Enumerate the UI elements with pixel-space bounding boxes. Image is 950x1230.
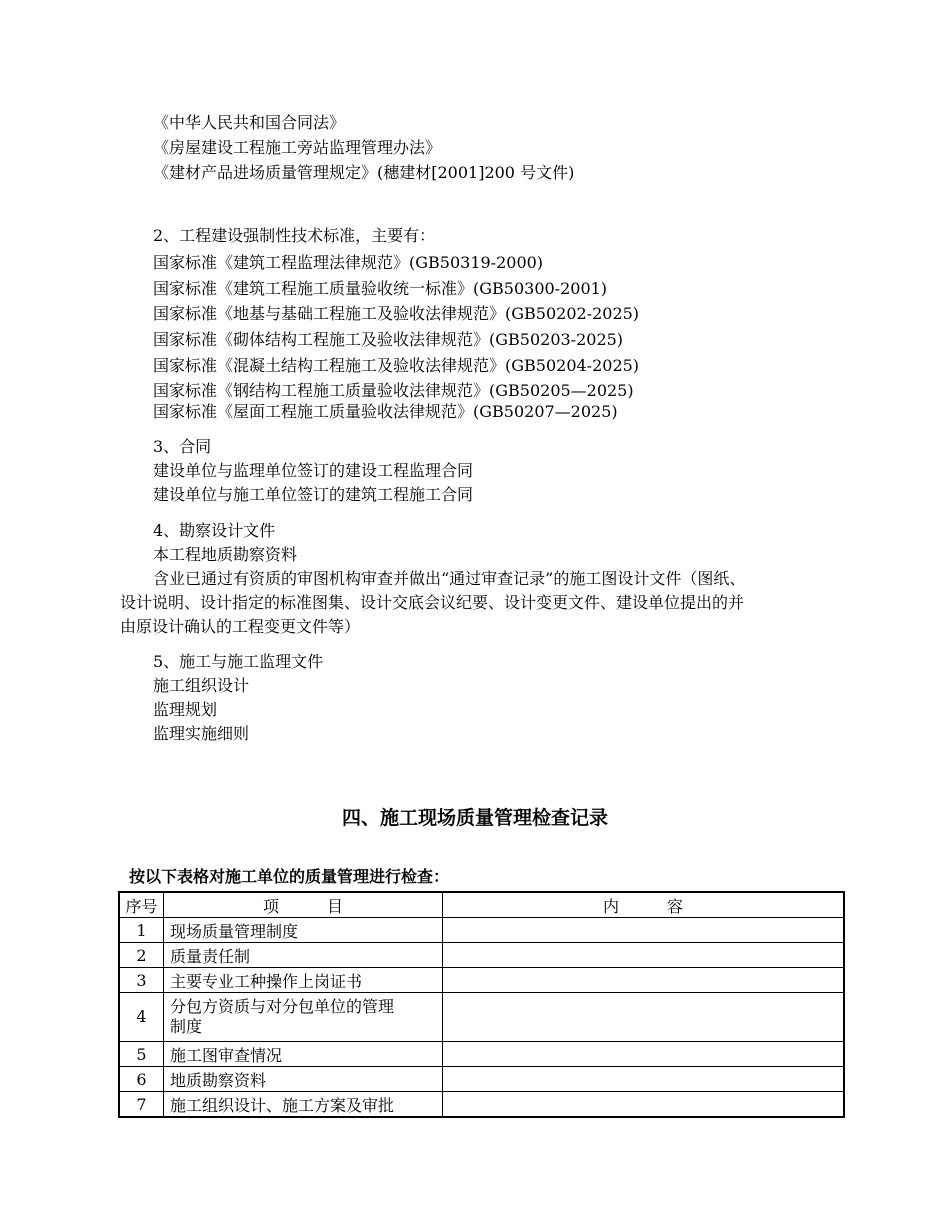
- row-no: 1: [119, 918, 164, 943]
- law-material-regulation: 《建材产品进场质量管理规定》(穗建材[2001]200 号文件): [153, 163, 575, 182]
- standard-item: 国家标准《建筑工程监理法律规范》(GB50319-2000): [153, 253, 544, 272]
- row-item: 主要专业工种操作上岗证书: [164, 968, 443, 993]
- row-item: 现场质量管理制度: [164, 918, 443, 943]
- contract-item: 建设单位与监理单位签订的建设工程监理合同: [153, 461, 474, 480]
- row-content: [443, 1092, 845, 1118]
- law-contract: 《中华人民共和国合同法》: [153, 113, 346, 132]
- design-docs-line2: 设计说明、设计指定的标准图集、设计交底会议纪要、设计变更文件、建设单位提出的并: [120, 593, 745, 612]
- table-row: [119, 968, 844, 993]
- table-row: [119, 918, 844, 943]
- row-item: 施工图审查情况: [164, 1042, 443, 1067]
- table-row: [119, 993, 844, 1042]
- row-item: 地质勘察资料: [164, 1067, 443, 1092]
- standard-item: 国家标准《地基与基础工程施工及验收法律规范》(GB50202-2025): [153, 304, 640, 323]
- row-no: 2: [119, 943, 164, 968]
- standard-item: 国家标准《砌体结构工程施工及验收法律规范》(GB50203-2025): [153, 330, 624, 349]
- row-no: 5: [119, 1042, 164, 1067]
- section4-heading: 4、勘察设计文件: [153, 521, 276, 540]
- standard-item: 国家标准《建筑工程施工质量验收统一标准》(GB50300-2001): [153, 279, 608, 298]
- standard-item: 国家标准《屋面工程施工质量验收法律规范》(GB50207—2025): [153, 402, 618, 421]
- table-row: [119, 1042, 844, 1067]
- row-no: 4: [119, 993, 164, 1042]
- header-content: 内 容: [443, 892, 845, 918]
- construction-doc-item: 施工组织设计: [153, 676, 250, 695]
- row-item: 质量责任制: [164, 943, 443, 968]
- row-no: 6: [119, 1067, 164, 1092]
- section5-heading: 5、施工与施工监理文件: [153, 652, 324, 671]
- standard-item: 国家标准《钢结构工程施工质量验收法律规范》(GB50205—2025): [153, 381, 634, 400]
- table-row: [119, 1067, 844, 1092]
- contract-item: 建设单位与施工单位签订的建筑工程施工合同: [153, 485, 474, 504]
- row-item: 施工组织设计、施工方案及审批: [164, 1092, 443, 1118]
- construction-doc-item: 监理规划: [153, 700, 218, 719]
- row-content: [443, 1067, 845, 1092]
- row-content: [443, 943, 845, 968]
- law-supervision-measures: 《房屋建设工程施工旁站监理管理办法》: [153, 138, 442, 157]
- construction-doc-item: 监理实施细则: [153, 724, 250, 743]
- inspection-table: [118, 891, 845, 1118]
- header-no: 序号: [119, 892, 164, 918]
- row-content: [443, 1042, 845, 1067]
- row-content: [443, 968, 845, 993]
- row-content: [443, 993, 845, 1042]
- row-item: [164, 993, 443, 1042]
- row-content: [443, 918, 845, 943]
- geology-item: 本工程地质勘察资料: [153, 545, 298, 564]
- design-docs-line1: 含业已通过有资质的审图机构审查并做出“通过审查记录”的施工图设计文件（图纸、: [153, 569, 746, 588]
- table-row: [119, 943, 844, 968]
- row-no: 3: [119, 968, 164, 993]
- section2-heading: 2、工程建设强制性技术标准，主要有：: [153, 226, 436, 245]
- table-intro: 按以下表格对施工单位的质量管理进行检查：: [129, 867, 450, 886]
- chapter-title: 四、施工现场质量管理检查记录: [341, 807, 608, 829]
- section3-heading: 3、合同: [153, 437, 212, 456]
- table-row: [119, 1092, 844, 1118]
- design-docs-line3: 由原设计确认的工程变更文件等）: [120, 617, 361, 636]
- row-item-line: 制度: [170, 1017, 203, 1036]
- row-no: 7: [119, 1092, 164, 1118]
- standard-item: 国家标准《混凝土结构工程施工及验收法律规范》(GB50204-2025): [153, 356, 640, 375]
- table-header-row: [119, 892, 844, 918]
- header-item: 项 目: [164, 892, 443, 918]
- row-item-line: 分包方资质与对分包单位的管理: [170, 997, 395, 1016]
